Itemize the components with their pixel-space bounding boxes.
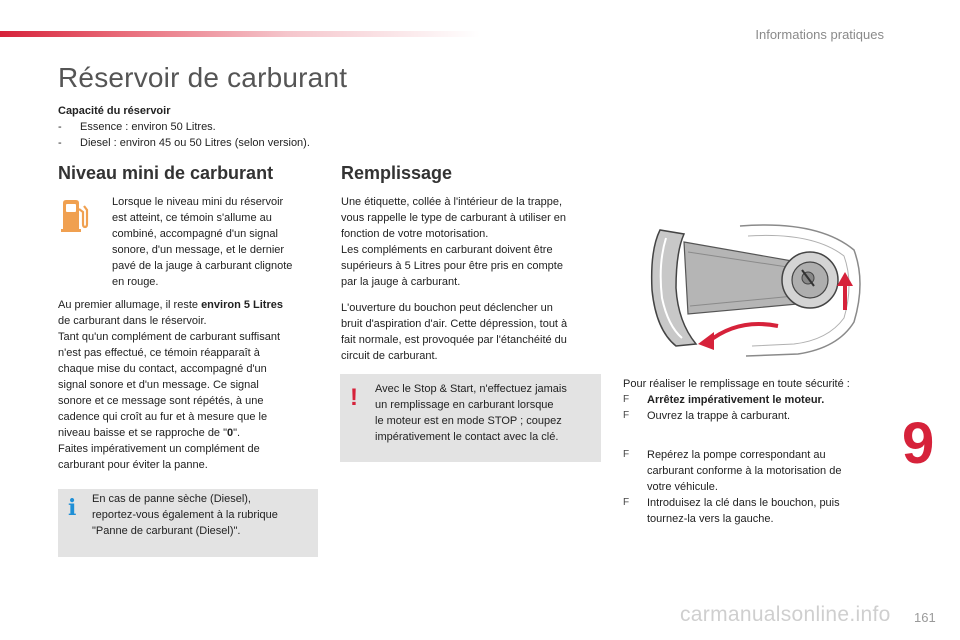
bullet-marker: F [623, 410, 630, 421]
list-item: F Ouvrez la trappe à carburant. [623, 410, 791, 422]
niveau-heading: Niveau mini de carburant [58, 163, 274, 183]
chapter-number: 9 [902, 411, 935, 476]
page-title: Réservoir de carburant [58, 62, 348, 93]
info-note-box [58, 489, 318, 557]
steps-list-continued [623, 447, 893, 527]
bullet-marker: F [623, 394, 630, 405]
capacity-block [58, 103, 310, 151]
steps-list [623, 376, 893, 424]
niveau-intro: Lorsque le niveau mini du réservoir est atteint, ce témoin s'allume au combiné, accompagné d'un signal sonore, d'un message, et le dernier pavé de la jauge à carburant clignote en rouge. [112, 196, 293, 288]
capacity-item: - Essence : environ 50 Litres. [58, 121, 216, 133]
remplissage-text-1: Une étiquette, collée à l'intérieur de la trappe, vous rappelle le type de carburant à utiliser en fonction de votre motorisation. Les compléments en carburant doivent être supérieurs à 5 Litres pour être pris en compte par la jauge à carburant. [341, 196, 567, 288]
warning-note-box [340, 374, 601, 462]
bullet-marker: F [623, 497, 630, 508]
bullet-marker: F [623, 449, 630, 460]
remplissage-text-2: L'ouverture du bouchon peut déclencher un bruit d'aspiration d'air. Cette dépression, tout à fait normale, est provoquée par l'étanchéité du circuit de carburant. [341, 302, 568, 362]
watermark: carmanualsonline.info [680, 603, 891, 626]
header-accent-bar [0, 31, 480, 37]
steps-intro: Pour réaliser le remplissage en toute sécurité : [623, 378, 850, 390]
section-title: Informations pratiques [755, 27, 884, 42]
fuel-pump-icon [60, 197, 90, 233]
info-note-text: En cas de panne sèche (Diesel), reportez-vous également à la rubrique "Panne de carburant (Diesel)". [92, 493, 278, 537]
capacity-title: Capacité du réservoir [58, 105, 171, 117]
info-icon: i [68, 495, 77, 521]
niveau-body: Au premier allumage, il reste environ 5 Litres de carburant dans le réservoir. Tant qu'un complément de carburant suffisant n'est pas effectué, ce témoin réapparaît à chaque mise du contact, accompagné d'un signal sonore et d'un message. Ce signal sonore et ce message sont répétés, à une cadence qui croît au fur et à mesure que le niveau baisse et se rapproche de "0". Faites impérativement un complément de carburant pour éviter la panne. [58, 299, 283, 471]
list-item: F Arrêtez impérativement le moteur. [623, 394, 825, 406]
list-item: F Introduisez la clé dans le bouchon, puis tournez-la vers la gauche. [623, 497, 840, 525]
warning-icon: ! [350, 384, 358, 411]
capacity-item: - Diesel : environ 45 ou 50 Litres (selon version). [58, 137, 310, 149]
remplissage-heading: Remplissage [341, 163, 453, 183]
list-item: F Repérez la pompe correspondant au carburant conforme à la motorisation de votre véhicule. [623, 449, 842, 493]
page-number: 161 [914, 610, 936, 625]
warning-note-text: Avec le Stop & Start, n'effectuez jamais un remplissage en carburant lorsque le moteur est en mode STOP ; coupez impérativement le contact avec la clé. [375, 383, 567, 443]
fuel-flap-illustration [648, 222, 866, 364]
